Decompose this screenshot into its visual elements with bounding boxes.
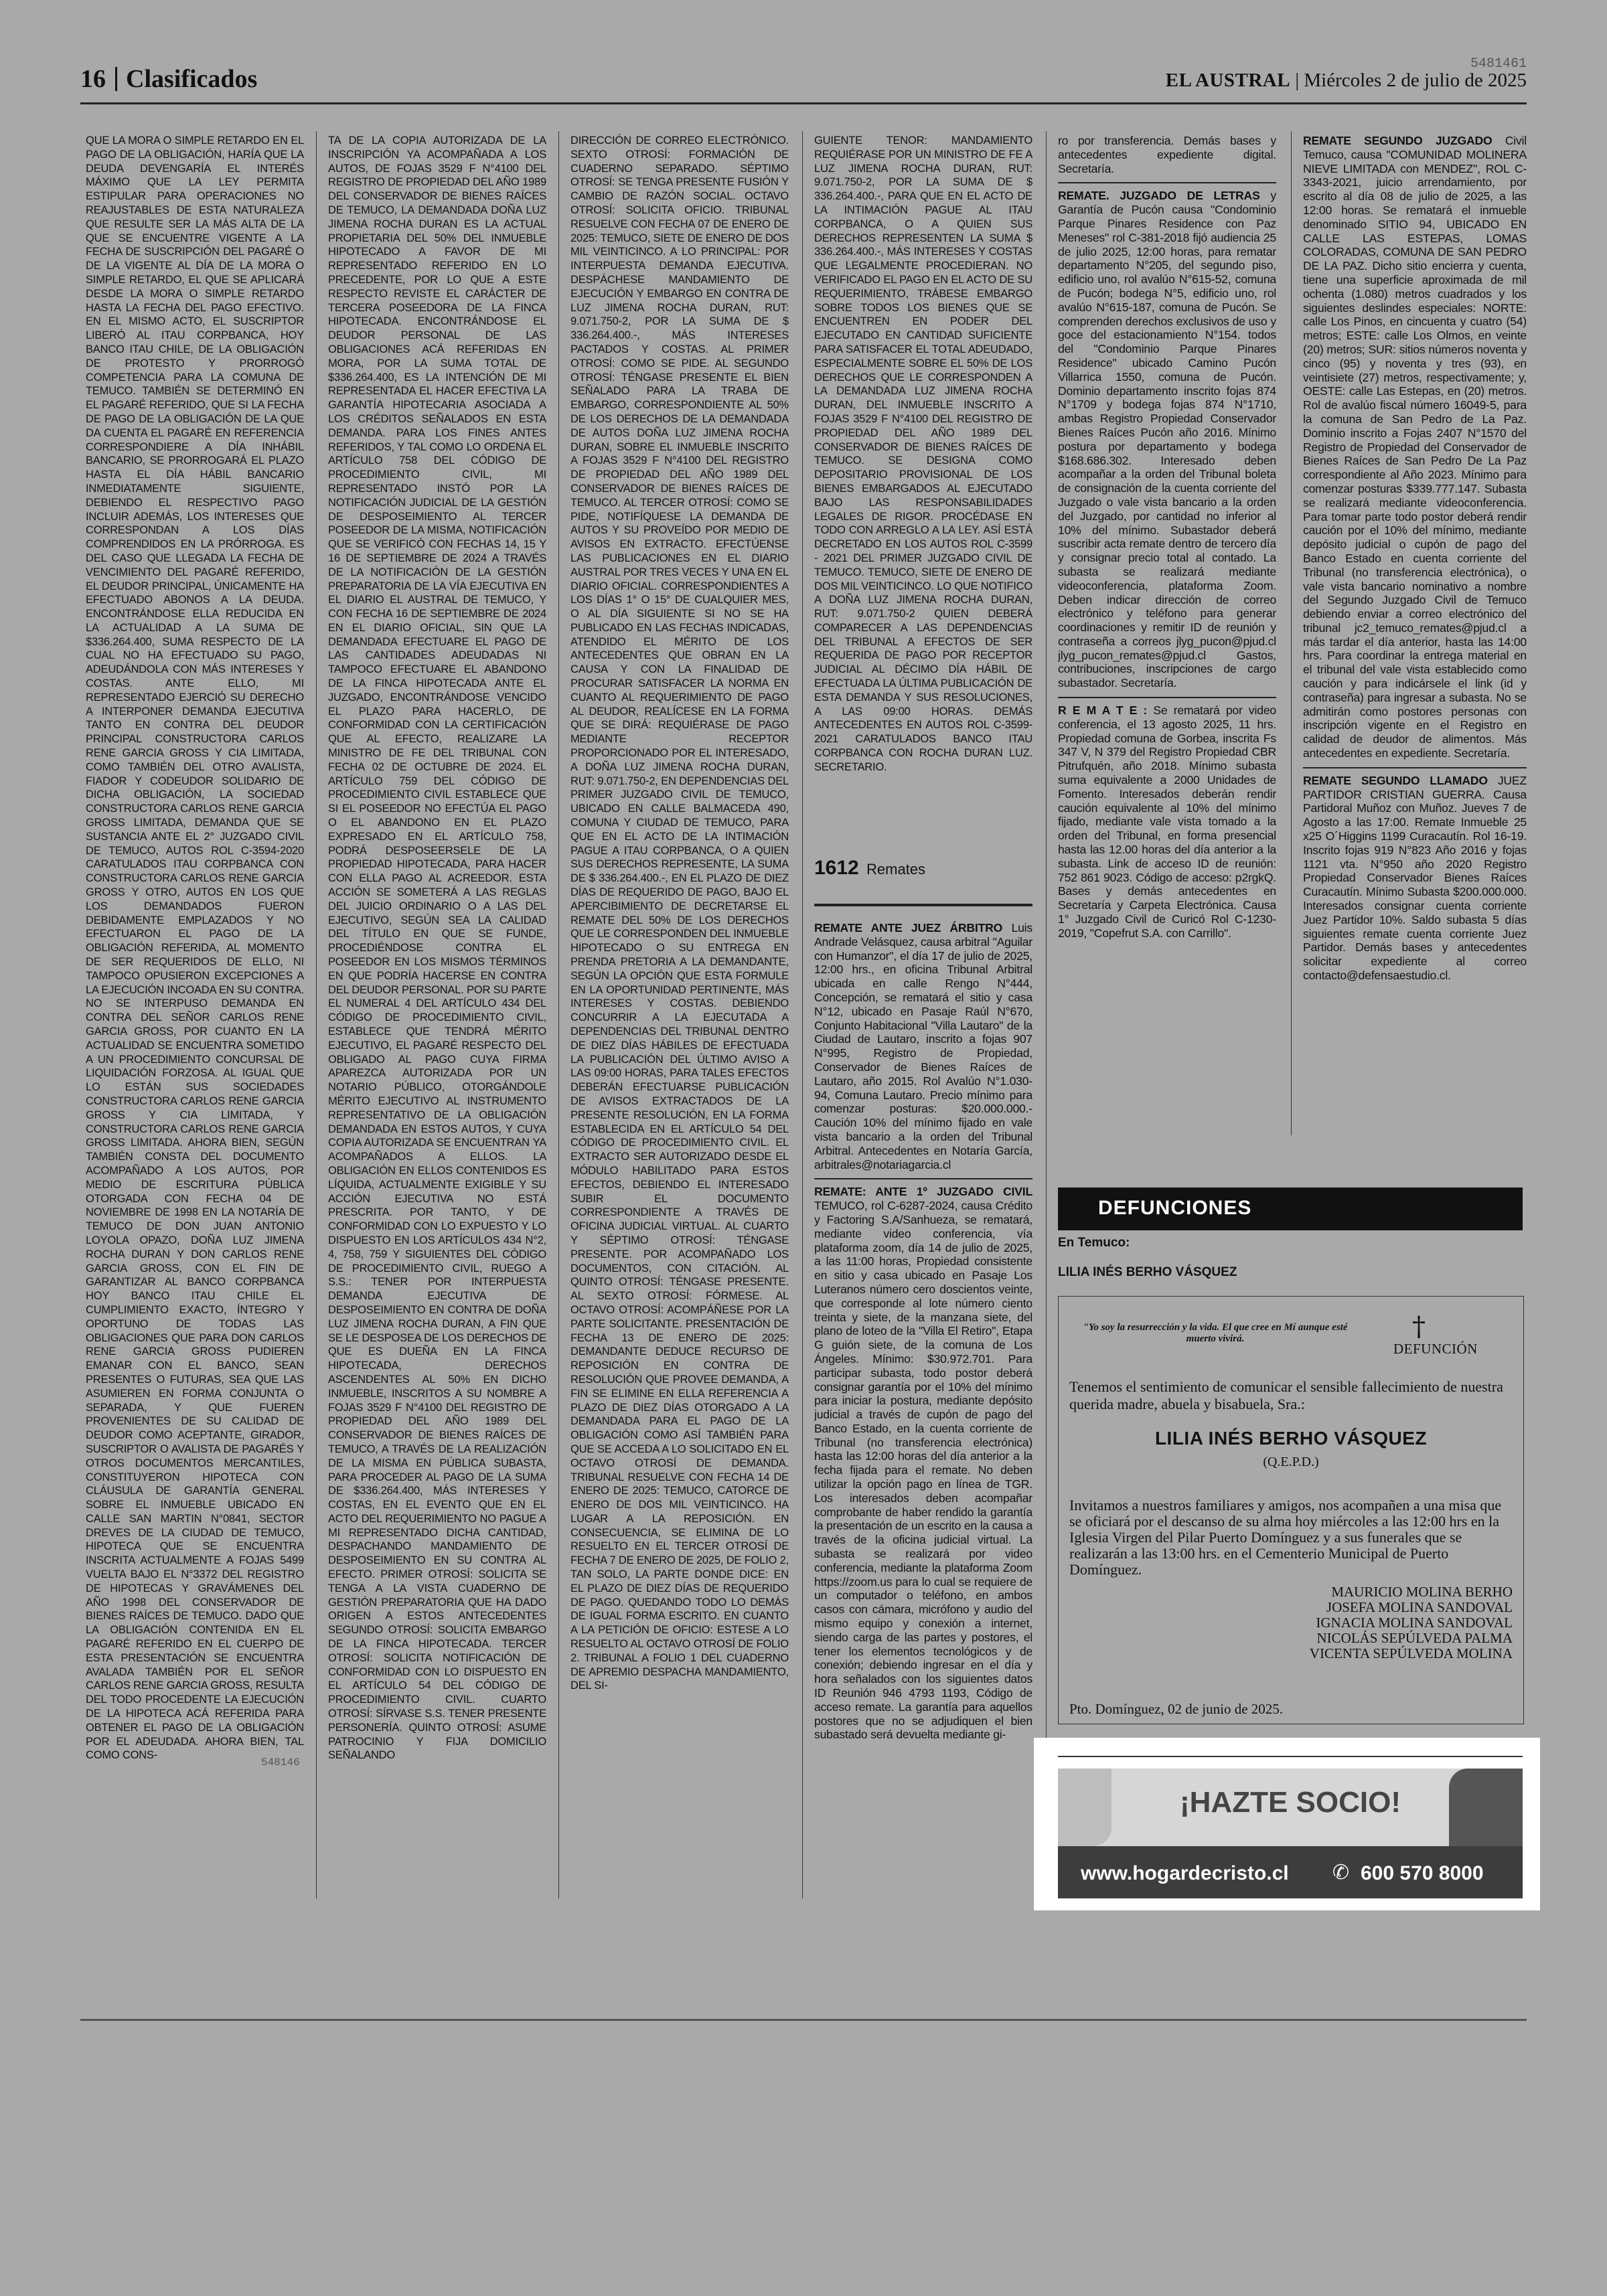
column-rule <box>558 131 559 1898</box>
obituary-name-listing: LILIA INÉS BERHO VÁSQUEZ <box>1058 1265 1237 1279</box>
classified-notice <box>1058 189 1276 690</box>
ad-phone-number[interactable]: 600 570 8000 <box>1361 1862 1484 1884</box>
legal-notice-column-1: QUE LA MORA O SIMPLE RETARDO EN EL PAGO DE LA OBLIGACIÓN, HARÍA QUE LA DEUDA DEVENGARÍA EL INTERÉS MÁXIMO QUE LA LEY PERMITA ESTIPULAR PARA OPERACIONES NO REAJUSTABLES DE ESTA NATURALEZA QUE RESULTE SER LA MÁS ALTA DE LA QUE SE ENCUENTRE VIGENTE A LA FECHA DE SUSCRIPCIÓN DEL PAGARÉ O DE LA VIGENTE AL DÍA DE LA MORA O SIMPLE RETARDO, EL QUE SE APLICARÁ DESDE LA MORA O SIMPLE RETARDO HASTA LA FECHA DEL PAGO EFECTIVO. EN EL MISMO ACTO, EL SUSCRIPTOR LIBERÓ AL ITAU CORPBANCA, HOY BANCO ITAU CHILE, DE LA OBLIGACIÓN DE PROTESTO Y PRORROGÓ COMPETENCIA PARA LA COMUNA DE TEMUCO. TAMBIÉN SE DETERMINÓ EN EL PAGARÉ REFERIDO, QUE SI LA FECHA DE PAGO DE LA OBLIGACIÓN DE LA QUE DA CUENTA EL PAGARÉ EN REFERENCIA CORRESPONDIERE A DÍA INHÁBIL BANCARIO, SE PRORROGARÁ EL PLAZO HASTA EL DÍA HÁBIL BANCARIO INMEDIATAMENTE SIGUIENTE, DEBIENDO EL RESPECTIVO PAGO INCLUIR ADEMÁS, LOS INTERESES QUE CORRESPONDAN A LOS DÍAS COMPRENDIDOS EN LA PRÓRROGA. ES DEL CASO QUE LLEGADA LA FECHA DE VENCIMIENTO DEL PAGARÉ REFERIDO, EL DEUDOR PRINCIPAL, ÚNICAMENTE HA EFECTUADO ABONOS A LA DEUDA. ENCONTRÁNDOSE ELLA REDUCIDA EN LA ACTUALIDAD A LA SUMA DE $336.264.400, SUMA RESPECTO DE LA CUAL NO HA EFECTUADO SU PAGO, ADEUDÁNDOLA CON MÁS INTERESES Y COSTAS. ANTE ELLO, MI REPRESENTADO EJERCIÓ SU DERECHO A INTERPONER DEMANDA EJECUTIVA TANTO EN CONTRA DEL DEUDOR PRINCIPAL CONSTRUCTORA CARLOS RENE GARCIA GROSS Y CIA LIMITADA, COMO TAMBIÉN DEL OTRO AVALISTA, FIADOR Y CODEUDOR SOLIDARIO DE DICHA OBLIGACIÓN, LA SOCIEDAD CONSTRUCTORA CARLOS RENE GARCIA GROSS LIMITADA, DEMANDA QUE SE SUSTANCIA ANTE EL 2° JUZGADO CIVIL DE TEMUCO, AUTOS ROL C-3594-2020 CARATULADOS ITAU CORPBANCA CON CONSTRUCTORA CARLOS RENE GARCIA GROSS Y OTRO, AUTOS EN LOS QUE LOS DEMANDADOS FUERON DEBIDAMENTE EMPLAZADOS Y NO EFECTUARON EL PAGO DE LA OBLIGACIÓN REFERIDA, AL MOMENTO DE SER REQUERIDOS DE ELLO, NI TAMPOCO OPUSIERON EXCEPCIONES A LA EJECUCIÓN INCOADA EN SU CONTRA. NO SE INTERPUSO DEMANDA EN CONTRA DEL SEÑOR CARLOS RENE GARCIA GROSS, POR CUANTO EN LA ACTUALIDAD SE ENCUENTRA SOMETIDO A UN PROCEDIMIENTO CONCURSAL DE LIQUIDACIÓN FORZOSA. AL IGUAL QUE LO ESTÁN SUS SOCIEDADES CONSTRUCTORA CARLOS RENE GARCIA GROSS Y CIA LIMITADA, Y CONSTRUCTORA CARLOS RENE GARCIA GROSS LIMITADA. AHORA BIEN, SEGÚN TAMBIÉN CONSTA DEL DOCUMENTO ACOMPAÑADO A LOS AUTOS, POR MEDIO DE ESCRITURA PÚBLICA OTORGADA CON FECHA 04 DE NOVIEMBRE DE 1998 EN LA NOTARÍA DE TEMUCO DE DON JUAN ANTONIO LOYOLA OPAZO, DOÑA LUZ JIMENA ROCHA DURAN Y DON CARLOS RENE GARCIA GROSS, CON EL FIN DE GARANTIZAR AL BANCO CORPBANCA HOY BANCO ITAU CHILE EL CUMPLIMIENTO EXACTO, ÍNTEGRO Y OPORTUNO DE TODAS LAS OBLIGACIONES QUE PARA DON CARLOS RENE GARCIA GROSS PUDIEREN EMANAR CON EL BANCO, SEAN PRESENTES O FUTURAS, SEA QUE LAS ASUMIEREN EN FORMA CONJUNTA O SEPARADA, Y QUE FUEREN PROVENIENTES DE SU CALIDAD DE DEUDOR COMO ACEPTANTE, GIRADOR, SUSCRIPTOR O AVALISTA DE PAGARÉS Y OTROS DOCUMENTOS MERCANTILES, CONSTITUYERON HIPOTECA CON CLÁUSULA DE GARANTÍA GENERAL SOBRE EL INMUEBLE UBICADO EN CALLE SAN MARTIN N°0841, SECTOR DREVES DE LA CIUDAD DE TEMUCO, HIPOTECA QUE SE ENCUENTRA INSCRITA ACTUALMENTE A FOJAS 5499 VUELTA BAJO EL N°3372 DEL REGISTRO DE HIPOTECAS Y GRAVÁMENES DEL AÑO 1998 DEL CONSERVADOR DE BIENES RAÍCES DE TEMUCO. DADO QUE LA OBLIGACIÓN CONTENIDA EN EL PAGARÉ REFERIDO EN EL CUERPO DE ESTA PRESENTACIÓN SE ENCUENTRA AVALADA TAMBIÉN POR EL SEÑOR CARLOS RENE GARCIA GROSS, RESULTA DEL TODO PROCEDENTE LA EJECUCIÓN DE LA HIPOTECA ACÁ REFERIDA PARA OBTENER EL PAGO DE LA OBLIGACIÓN POR EL ADEUDADA. AHORA BIEN, TAL COMO CONS- <box>86 135 304 1762</box>
legal-notice-column-4: GUIENTE TENOR: MANDAMIENTO REQUIÉRASE POR UN MINISTRO DE FE A LUZ JIMENA ROCHA DURAN, RUT: 9.071.750-2, POR LA SUMA DE $ 336.264.400.-, PARA QUE EN EL ACTO DE LA INTIMACIÓN PAGUE AL ITAU CORPBANCA, O A QUIEN SUS DERECHOS REPRESENTEN LA SUMA $ 336.264.400.-, MÁS INTERESES Y COSTAS QUE LEGALMENTE PROCEDIERAN. NO VERIFICADO EL PAGO EN EL ACTO DE SU REQUERIMIENTO, TRÁBESE EMBARGO SOBRE TODOS LOS BIENES QUE SE ENCUENTREN EN PODER DEL EJECUTADO EN CANTIDAD SUFICIENTE PARA SATISFACER EL TOTAL ADEUDADO, ESPECIALMENTE SOBRE EL 50% DE LOS DERECHOS QUE LE CORRESPONDEN A LA DEMANDADA LUZ JIMENA ROCHA DURAN, DEL INMUEBLE INSCRITO A FOJAS 3529 F N°4100 DEL REGISTRO DE PROPIEDAD DEL AÑO 1989 DEL CONSERVADOR DE BIENES RAÍCES DE TEMUCO. SE DESIGNA COMO DEPOSITARIO PROVISIONAL DE LOS BIENES EMBARGADOS AL EJECUTADO BAJO LAS RESPONSABILIDADES LEGALES DE RIGOR. PROCÉDASE EN TODO CON ARREGLO A LA LEY. ASÍ ESTÁ DECRETADO EN LOS AUTOS ROL C-3599 - 2021 DEL PRIMER JUZGADO CIVIL DE TEMUCO. TEMUCO, SIETE DE ENERO DE DOS MIL VEINTICINCO. LO QUE NOTIFICO A DOÑA LUZ JIMENA ROCHA DURAN, RUT: 9.071.750-2 QUIEN DEBERÁ COMPARECER A LAS DEPENDENCIAS DEL TRIBUNAL A EFECTOS DE SER REQUERIDA DE PAGO POR RECEPTOR JUDICIAL AL DÉCIMO DÍA HÁBIL DE EFECTUADA LA ÚLTIMA PUBLICACIÓN DE ESTA DEMANDA Y SUS RESOLUCIONES, A LAS 09:00 HORAS. DEMÁS ANTECEDENTES EN AUTOS ROL C-3599-2021 CARATULADOS BANCO ITAU CORPBANCA CON ROCHA DURAN LUZ. SECRETARIO. <box>814 135 1032 773</box>
family-member: JOSEFA MOLINA SANDOVAL <box>1326 1599 1513 1615</box>
notice-heading: REMATE SEGUNDO JUZGADO <box>1303 134 1493 147</box>
obituary-notice <box>1058 1296 1524 1724</box>
notice-body: Luis Andrade Velásquez, causa arbitral "Aguilar con Humanzor", el día 17 de julio de 2025, 12:00 hrs., en oficina Tribunal Arbitral ubicada en calle Rengo N°444, Concepción, se rematará el sitio y casa N°12, ubicado en Pasaje Raúl N°670, Conjunto Habitacional "Villa Lautaro" de la Ciudad de Lautaro, inscrito a fojas 907 N°995, Registro de Propiedad, Conservador de Bienes Raíces de Lautaro, año 2015. Rol Avalúo N°1.030-94, Comuna Lautaro. Precio mínimo para comenzar posturas: $20.000.000.- Caución 10% del mínimo fijado en vale vista bancario a la orden del Tribunal Arbitral. Antecedentes en Notaría García, arbitrales@notariagarcia.cl <box>814 921 1032 1171</box>
remates-column-6 <box>1303 134 1527 1178</box>
obituary-lead: Tenemos el sentimiento de comunicar el sensible fallecimiento de nuestra querida madre, abuela y bisabuela, Sra.: <box>1069 1378 1503 1412</box>
column-rule <box>802 131 803 1898</box>
qepd-label: (Q.E.P.D.) <box>1263 1455 1319 1469</box>
obituary-quote: "Yo soy la resurrección y la vida. El que cree en Mí aunque esté muerto vivirá. <box>1083 1322 1348 1344</box>
section-number: 1612 <box>814 857 859 879</box>
column-rule <box>1046 131 1047 1898</box>
notice-heading: REMATE ANTE JUEZ ÁRBITRO <box>814 921 1003 934</box>
newspaper-name: EL AUSTRAL <box>1165 70 1291 91</box>
ad-website-link[interactable]: www.hogardecristo.cl <box>1081 1862 1289 1884</box>
classified-notice <box>1058 134 1276 175</box>
header-date: EL AUSTRAL | Miércoles 2 de julio de 2025 <box>1165 70 1527 91</box>
remates-column-5 <box>1058 134 1276 1165</box>
notice-body: Se rematará por video conferencia, el 13 agosto 2025, 11 hrs. Propiedad comuna de Gorbea, inscrita Fs 347 V, N 379 del Registro Propiedad CBR Pitrufquén, año 2018. Mínimo subasta suma equivalente a 2000 Unidades de Fomento. Interesados deberán rendir caución equivalente al 10% del mínimo fijado, mediante vale vista tomado a la orden del Tribunal, en forma presencial hasta las 12.00 horas del día anterior a la subasta. Link de acceso ID de reunión: 752 861 9023. Código de acceso: p2rgkQ. Bases y demás antecedentes en Secretaría y Carpeta Electrónica. Causa 1° Juzgado Civil de Curicó Rol C-1230-2019, "Copefrut S.A. con Carrillo". <box>1058 704 1276 940</box>
classified-notice <box>1303 134 1527 760</box>
section-rule <box>814 904 1032 906</box>
notice-divider <box>1058 697 1276 698</box>
classified-notice <box>814 1185 1032 1742</box>
notice-heading: REMATE SEGUNDO LLAMADO <box>1303 773 1488 787</box>
notice-body: Civil Temuco, causa "COMUNIDAD MOLINERA NIEVE LIMITADA con MENDEZ", ROL C-3343-2021, juicio arrendamiento, por escrito al día 08 de julio de 2025, a las 12:00 horas. Se rematará el inmueble denominado SITIO 94, UBICADO EN CALLE LAS ESTEPAS, LOMAS COLORADAS, COMUNA DE SAN PEDRO DE LA PAZ. Dicho sitio encierra y cuenta, tiene una superficie aproximada de mil ochenta (1.080) metros cuadrados y los siguientes deslindes especiales: NORTE: calle Los Pinos, en cincuenta y cuatro (54) metros; ESTE: calle Los Olmos, en veinte (20) metros; SUR: sitios números noventa y cinco (95) y noventa y tres (93), en veintisiete (27) metros, respectivamente; y, OESTE: calle Las Estepas, en (20) metros. Rol de avalúo fiscal número 16049-5, para la comuna de San Pedro de La Paz. Dominio inscrito a Fojas 2407 N°1570 del Registro de Propiedad del Conservador de Bienes Raíces de San Pedro De La Paz correspondiente al Año 2023. Mínimo para comenzar posturas $339.777.147. Subasta se realizará mediante videoconferencia. Para tomar parte todo postor deberá rendir caución por el 10% del mínimo, mediante depósito judicial o cupón de pago del Banco Estado en cuenta corriente del Tribunal (no transferencia electrónica), o vale vista bancario nominativo a nombre del Segundo Juzgado Civil de Temuco debiendo enviar a correo electrónico del tribunal jc2_temuco_remates@pjud.cl a más tardar el día anterior, hasta las 14:00 hrs. Para coordinar la entrega material en el tribunal del vale vista establecido como caución y para indicársele el link (id y contraseña) para ingresar a subasta. No se admitirán como postores personas con inscripción vigente en el Registro en calidad de deudor de alimentos. Más antecedentes en expediente. Secretaría. <box>1303 134 1527 760</box>
cross-icon: † <box>1412 1311 1426 1342</box>
defunciones-banner <box>1058 1187 1523 1230</box>
header-rule <box>80 102 1527 104</box>
classified-notice <box>1303 774 1527 983</box>
header-divider <box>115 67 117 91</box>
print-stamp: 548146 <box>261 1756 300 1769</box>
family-member: NICOLÁS SEPÚLVEDA PALMA <box>1316 1630 1513 1646</box>
phone-icon: ✆ <box>1332 1862 1350 1884</box>
ad-rule <box>1058 1756 1523 1757</box>
remates-column-4 <box>814 921 1032 1898</box>
legal-notice-column-2: TA DE LA COPIA AUTORIZADA DE LA INSCRIPCIÓN YA ACOMPAÑADA A LOS AUTOS, DE FOJAS 3529 F N°4100 DEL REGISTRO DE PROPIEDAD DEL AÑO 1989 DEL CONSERVADOR DE BIENES RAÍCES DE TEMUCO, LA DEMANDADA DOÑA LUZ JIMENA ROCHA DURAN ES LA ACTUAL PROPIETARIA DEL 50% DEL INMUEBLE HIPOTECADO A FAVOR DE MI REPRESENTADO REFERIDO EN LO PRECEDENTE, POR LO QUE A ESTE RESPECTO REVISTE EL CARÁCTER DE TERCERA POSEEDORA DE LA FINCA HIPOTECADA. ENCONTRÁNDOSE EL DEUDOR PERSONAL DE LAS OBLIGACIONES ACÁ REFERIDAS EN MORA, POR LA SUMA TOTAL DE $336.264.400, ES LA INTENCIÓN DE MI REPRESENTADA EL HACER EFECTIVA LA GARANTÍA HIPOTECARIA ASOCIADA A LOS CRÉDITOS SEÑALADOS EN ESTA DEMANDA. PARA LOS FINES ANTES REFERIDOS, Y TAL COMO LO ORDENA EL ARTÍCULO 758 DEL CÓDIGO DE PROCEDIMIENTO CIVIL, MI REPRESENTADO INSTÓ POR LA NOTIFICACIÓN JUDICIAL DE LA GESTIÓN DE DESPOSEIMIENTO AL TERCER POSEEDOR DE LA MISMA, NOTIFICACIÓN QUE SE VERIFICÓ CON FECHAS 14, 15 Y 16 DE SEPTIEMBRE DE 2024 A TRAVÉS DE LA NOTIFICACIÓN DE LA GESTIÓN PREPARATORIA DE LA VÍA EJECUTIVA EN EL DIARIO EL AUSTRAL DE TEMUCO, Y CON FECHA 16 DE SEPTIEMBRE DE 2024 EN EL DIARIO OFICIAL, SIN QUE LA DEMANDADA EFECTUARE EL PAGO DE LAS CANTIDADES ADEUDADAS NI TAMPOCO EFECTUARE EL ABANDONO DE LA FINCA HIPOTECADA ANTE EL JUZGADO, ENCONTRÁNDOSE VENCIDO EL PLAZO PARA HACERLO, DE CONFORMIDAD CON LA CERTIFICACIÓN QUE AL EFECTO, REALIZARE LA MINISTRO DE FE DEL TRIBUNAL CON FECHA 02 DE OCTUBRE DE 2024. EL ARTÍCULO 759 DEL CÓDIGO DE PROCEDIMIENTO CIVIL ESTABLECE QUE SI EL POSEEDOR NO EFECTÚA EL PAGO O EL ABANDONO EN EL PLAZO EXPRESADO EN EL ARTÍCULO 758, PODRÁ DESPOSEERSELE DE LA PROPIEDAD HIPOTECADA, PARA HACER CON ELLA PAGO AL ACREEDOR. ESTA ACCIÓN SE SOMETERÁ A LAS REGLAS DEL JUICIO ORDINARIO O A LAS DEL EJECUTIVO, SEGÚN SEA LA CALIDAD DEL TÍTULO EN QUE SE FUNDE, PROCEDIÉNDOSE CONTRA EL POSEEDOR EN LOS MISMOS TÉRMINOS EN QUE PODRÍA HACERSE EN CONTRA DEL DEUDOR PERSONAL. POR SU PARTE EL NUMERAL 4 DEL ARTÍCULO 434 DEL CÓDIGO DE PROCEDIMIENTO CIVIL, ESTABLECE QUE TENDRÁ MÉRITO EJECUTIVO, EL PAGARÉ RESPECTO DEL OBLIGADO AL PAGO CUYA FIRMA APAREZCA AUTORIZADA POR UN NOTARIO PÚBLICO, OTORGÁNDOLE MÉRITO EJECUTIVO AL INSTRUMENTO REPRESENTATIVO DE LA OBLIGACIÓN DEMANDADA EN ESTOS AUTOS, Y CUYA COPIA AUTORIZADA SE ENCUENTRAN YA ACOMPAÑADOS A ELLOS. LA OBLIGACIÓN EN ELLOS CONTENIDOS ES LÍQUIDA, ACTUALMENTE EXIGIBLE Y SU ACCIÓN EJECUTIVA NO ESTÁ PRESCRITA. POR TANTO, Y DE CONFORMIDAD CON LO EXPUESTO Y LO DISPUESTO EN LOS ARTÍCULOS 434 N°2, 4, 758, 759 Y SIGUIENTES DEL CÓDIGO DE PROCEDIMIENTO CIVIL, RUEGO A S.S.: TENER POR INTERPUESTA DEMANDA EJECUTIVA DE DESPOSEIMIENTO EN CONTRA DE DOÑA LUZ JIMENA ROCHA DURAN, A FIN QUE SE LE DESPOSEA DE LOS DERECHOS DE QUE ES DUEÑA EN LA FINCA HIPOTECADA, DERECHOS ASCENDENTES AL 50% EN DICHO INMUEBLE, INSCRITOS A SU NOMBRE A FOJAS 3529 F N°4100 DEL REGISTRO DE PROPIEDAD DEL AÑO 1989 DEL CONSERVADOR DE BIENES RAÍCES DE TEMUCO, A TRAVÉS DE LA REALIZACIÓN DE LA MISMA EN PÚBLICA SUBASTA, PARA PROCEDER AL PAGO DE LA SUMA DE $336.264.400, MÁS INTERESES Y COSTAS, EN EL EVENTO QUE EN EL ACTO DEL REQUERIMIENTO NO PAGUE A MI REPRESENTADO DICHA CANTIDAD, DESPACHANDO MANDAMIENTO DE DESPOSEIMIENTO EN SU CONTRA AL EFECTO. PRIMER OTROSÍ: SOLICITA SE TENGA A LA VISTA CUADERNO DE GESTIÓN PREPARATORIA QUE HA DADO ORIGEN A ESTOS ANTECEDENTES SEGUNDO OTROSÍ: SOLICITA EMBARGO DE LA FINCA HIPOTECADA. TERCER OTROSÍ: SOLICITA NOTIFICACIÓN DE CONFORMIDAD CON LO DISPUESTO EN EL ARTÍCULO 54 DEL CÓDIGO DE PROCEDIMIENTO CIVIL. CUARTO OTROSÍ: SÍRVASE S.S. TENER PRESENTE PERSONERÍA. QUINTO OTROSÍ: ASUME PATROCINIO Y FIJA DOMICILIO SEÑALANDO <box>328 135 546 1762</box>
column-rule <box>316 131 317 1898</box>
edition-code: 5481461 <box>1470 56 1527 72</box>
notice-body: y Garantía de Pucón causa "Condominio Parque Pinares Residence con Paz Meneses" rol C-381-2018 fijó audiencia 25 de julio 2025, 12:00 horas, para rematar departamento N°205, del segundo piso, edificio uno, rol avalúo N°615-52, comuna de Pucón; bodega N°5, edificio uno, rol avalúo N°615-187, comuna de Pucón. Se comprenden derechos exclusivos de uso y goce del estacionamiento N°154. todos del "Condominio Parque Pinares Residence" ubicado Camino Pucón Villarrica 1550, comuna de Pucón. Dominio departamento inscrito fojas 874 N°1709 y bodega fojas 874 N°1710, ambas Registro Propiedad Conservador Bienes Raíces Pucón año 2016. Mínimo postura por departamento y bodega $168.686.302. Interesado deben acompañar a la orden del Tribunal boleta de consignación de la cuenta corriente del Juzgado o vale vista bancario a la orden del Juzgado, por cantidad no inferior al 10% del mínimo. Subastador deberá suscribir acta remate dentro de tercero día y consignar precio total al contado. La subasta se realizará mediante videoconferencia, plataforma Zoom. Deben indicar dirección de correo electrónico y teléfono para generar coordinaciones y remitir ID de reunión y contraseña a correos jlyg_pucon@pjud.cl jlyg_pucon_remates@pjud.cl Gastos, contribuciones, inscripciones de cargo subastador. Secretaría. <box>1058 189 1276 690</box>
funeral-invitation: Invitamos a nuestros familiares y amigos, nos acompañen a una misa que se oficiará por el descanso de su alma hoy miércoles a las 12:00 hrs en la Iglesia Virgen del Pilar Puerto Domínguez y a sus funerales que se realizarán a las 13:00 hrs. en el Cementerio Municipal de Puerto Domínguez. <box>1069 1497 1502 1578</box>
family-member: VICENTA SEPÚLVEDA MOLINA <box>1309 1645 1513 1661</box>
classified-notice <box>814 921 1032 1171</box>
classified-notice <box>1058 704 1276 940</box>
publication-date: Miércoles 2 de julio de 2025 <box>1304 70 1527 91</box>
remates-section-header <box>814 857 1032 884</box>
notice-heading: REMATE. JUZGADO DE LETRAS <box>1058 189 1260 203</box>
family-signatures <box>1310 1584 1513 1661</box>
deceased-name: LILIA INÉS BERHO VÁSQUEZ <box>1154 1428 1428 1449</box>
obituary-place-date: Pto. Domínguez, 02 de junio de 2025. <box>1069 1701 1284 1717</box>
notice-body: ro por transferencia. Demás bases y antecedentes expediente digital. Secretaría. <box>1058 134 1276 175</box>
notice-body: JUEZ PARTIDOR CRISTIAN GUERRA. Causa Partidoral Muñoz con Muñoz. Jueves 7 de Agosto a las 17:00. Remate Inmueble 25 x25 O´Higgins 1199 Curacautín. Rol 16-19. Inscrito fojas 919 N°823 Año 2016 y fojas 1121 vta. N°950 año 2020 Registro Propiedad Conservador Bienes Raíces Curacautín. Mínimo Subasta $200.000.000. Interesados consignar cuenta corriente Juez Partidor 10%. Saldo subasta 5 días siguientes remate cuenta corriente Juez Partidor. Demás bases y antecedentes solicitar expediente al correo contacto@defensaestudio.cl. <box>1303 773 1527 983</box>
column-rule <box>1291 131 1292 1135</box>
footer-rule <box>80 2019 1527 2021</box>
family-member: MAURICIO MOLINA BERHO <box>1331 1584 1513 1600</box>
family-member: IGNACIA MOLINA SANDOVAL <box>1316 1615 1513 1631</box>
page-number: 16 <box>80 65 106 93</box>
notice-divider <box>1058 182 1276 183</box>
hogar-de-cristo-ad[interactable] <box>1058 1769 1523 1898</box>
legal-notice-column-3: DIRECCIÓN DE CORREO ELECTRÓNICO. SEXTO OTROSÍ: FORMACIÓN DE CUADERNO SEPARADO. SÉPTIMO OTROSÍ: SE TENGA PRESENTE FUSIÓN Y CAMBIO DE RAZÓN SOCIAL. OCTAVO OTROSÍ: SOLICITA OFICIO. TRIBUNAL RESUELVE CON FECHA 07 DE ENERO DE 2025: TEMUCO, SIETE DE ENERO DE DOS MIL VEINTICINCO. A LO PRINCIPAL: POR INTERPUESTA DEMANDA EJECUTIVA. DESPÁCHESE MANDAMIENTO DE EJECUCIÓN Y EMBARGO EN CONTRA DE LUZ JIMENA ROCHA DURAN, RUT: 9.071.750-2, POR LA SUMA DE $ 336.264.400.-, MÁS INTERESES PACTADOS Y COSTAS. AL PRIMER OTROSÍ: COMO SE PIDE. AL SEGUNDO OTROSÍ: TÉNGASE PRESENTE EL BIEN SEÑALADO PARA LA TRABA DE EMBARGO, CORRESPONDIENTE AL 50% DE LOS DERECHOS DE LA DEMANDADA DE AUTOS DOÑA LUZ JIMENA ROCHA DURAN, SOBRE EL INMUEBLE INSCRITO A FOJAS 3529 F N°4100 DEL REGISTRO DE PROPIEDAD DEL AÑO 1989 DEL CONSERVADOR DE BIENES RAÍCES DE TEMUCO. AL TERCER OTROSÍ: COMO SE PIDE, NOTIFÍQUESE LA DEMANDA DE AUTOS Y SU PROVEÍDO POR MEDIO DE AVISOS EN EXTRACTO. EFECTÚENSE LAS PUBLICACIONES EN EL DIARIO AUSTRAL POR TRES VECES Y UNA EN EL DIARIO OFICIAL. CORRESPONDIENTES A LOS DÍAS 1° O 15° DE CUALQUIER MES, O AL DÍA SIGUIENTE SI NO SE HA PUBLICADO EN LAS FECHAS INDICADAS, ATENDIDO EL MÉRITO DE LOS ANTECEDENTES QUE OBRAN EN LA CAUSA Y CON LA FINALIDAD DE PROCURAR SATISFACER LA NORMA EN CUANTO AL REQUERIMIENTO DE PAGO AL DEUDOR, REALÍCESE EN LA FORMA QUE SE DIRÁ: REQUIÉRASE DE PAGO MEDIANTE RECEPTOR PROPORCIONADO POR EL INTERESADO, A DOÑA LUZ JIMENA ROCHA DURAN, RUT: 9.071.750-2, EN DEPENDENCIAS DEL PRIMER JUZGADO CIVIL DE TEMUCO, UBICADO EN CALLE BALMACEDA 490, COMUNA Y CIUDAD DE TEMUCO, PARA QUE EN EL ACTO DE LA INTIMACIÓN PAGUE A ITAU CORPBANCA, O A QUIEN SUS DERECHOS REPRESENTE, LA SUMA DE $ 336.264.400.-, EN EL PLAZO DE DIEZ DÍAS DE REQUERIDO DE PAGO, BAJO EL APERCIBIMIENTO DE DECRETARSE EL REMATE DEL 50% DE LOS DERECHOS QUE LE CORRESPONDEN DEL INMUEBLE HIPOTECADO O SU ENTREGA EN PRENDA PRETORIA A LA DEMANDANTE, SEGÚN LA OPCIÓN QUE ESTA FORMULE EN LA OPORTUNIDAD PERTINENTE, MÁS INTERESES Y COSTAS. DEBIENDO CONCURRIR A LA EJECUTADA A DEPENDENCIAS DEL TRIBUNAL DENTRO DE DIEZ DÍAS HÁBILES DE EFECTUADA LA PUBLICACIÓN DEL ÚLTIMO AVISO A LAS 09:00 HORAS, PARA TALES EFECTOS DEBERÁN EFECTUARSE PUBLICACIÓN DE AVISOS EXTRACTADOS DE LA PRESENTE RESOLUCIÓN, EN LA FORMA ESTABLECIDA EN EL ARTÍCULO 54 DEL CÓDIGO DE PROCEDIMIENTO CIVIL. EL EXTRACTO SER AUTORIZADO DESDE EL MÓDULO HABILITADO PARA ESTOS EFECTOS, DEBIENDO EL INTERESADO SUBIR EL DOCUMENTO CORRESPONDIENTE A TRAVÉS DE OFICINA JUDICIAL VIRTUAL. AL CUARTO Y SÉPTIMO OTROSÍ: TÉNGASE PRESENTE. POR ACOMPAÑADO LOS DOCUMENTOS, CON CITACIÓN. AL QUINTO OTROSÍ: TÉNGASE PRESENTE. AL SEXTO OTROSÍ: FÓRMESE. AL OCTAVO OTROSÍ: ACOMPÁÑESE POR LA PARTE SOLICITANTE. PRESENTACIÓN DE FECHA 13 DE ENERO DE 2025: DEMANDANTE DEDUCE RECURSO DE REPOSICIÓN EN CONTRA DE RESOLUCIÓN QUE PROVEE DEMANDA, A FIN SE ELIMINE EN ELLA REFERENCIA A PLAZO DE DIEZ DÍAS OTORGADO A LA DEMANDADA PARA EL PAGO DE LA OBLIGACIÓN COMO ASÍ TAMBIÉN PARA QUE SE ACCEDA A LO SOLICITADO EN EL OCTAVO OTROSÍ DE DEMANDA. TRIBUNAL RESUELVE CON FECHA 14 DE ENERO DE 2025: TEMUCO, CATORCE DE ENERO DE DOS MIL VEINTICINCO. HA LUGAR A LA REPOSICIÓN. EN CONSECUENCIA, SE ELIMINA DE LO RESUELTO EN EL TERCER OTROSÍ DE FECHA 7 DE ENERO DE 2025, DE FOLIO 2, TAN SOLO, LA PARTE DONDE DICE: EN EL PLAZO DE DIEZ DÍAS DE REQUERIDO DE PAGO. QUEDANDO TODO LO DEMÁS DE IGUAL FORMA ESCRITO. EN CUANTO A LA PETICIÓN DE OFICIO: ESTESE A LO RESUELTO AL OCTAVO OTROSÍ DE FOLIO 2. TRIBUNAL A FOLIO 1 DEL CUADERNO DE APREMIO DESPACHA MANDAMIENTO, DEL SI- <box>570 135 789 1692</box>
obituary-city: En Temuco: <box>1058 1236 1130 1250</box>
page-header <box>80 56 1527 98</box>
defunciones-title: DEFUNCIONES <box>1098 1197 1252 1219</box>
obituary-heading: DEFUNCIÓN <box>1393 1341 1478 1357</box>
notice-heading: R E M A T E : <box>1058 704 1148 718</box>
section-label: Remates <box>866 861 926 878</box>
section-title: Clasificados <box>126 65 258 93</box>
notice-divider <box>1303 767 1527 768</box>
notice-divider <box>814 1178 1032 1179</box>
notice-heading: REMATE: ANTE 1º JUZGADO CIVIL <box>814 1185 1032 1199</box>
notice-body: TEMUCO, rol C-6287-2024, causa Crédito y Factoring S.A/Sanhueza, se rematará, mediante video conferencia, vía plataforma zoom, día 14 de julio de 2025, a las 11:00 horas, Propiedad consistente en sitio y casa ubicado en Pasaje Los Luteranos número cero doscientos veinte, que corresponde al lote número ciento treinta y siete, de la manzana siete, del plano de loteo de la "Villa El Retiro", Etapa G guión siete, de la comuna de Los Ángeles. Mínimo: $30.972.701. Para participar subasta, todo postor deberá consignar garantía por el 10% del mínimo para iniciar la postura, mediante depósito judicial a través de cupón de pago del Banco Estado, en la cuenta corriente de Tribunal (no transferencia electrónica) hasta las 12:00 horas del día anterior a la fecha fijada para el remate. No deben utilizar la opción pago en línea de TGR. Los interesados deben acompañar comprobante de haber rendido la garantía la presentación de un escrito en la causa a través de la oficina judicial virtual. La subasta se realizará por video conferencia, mediante la plataforma Zoom https://zoom.us para lo cual se requiere de un computador o teléfono, en ambos casos con cámara, micrófono y audio del mismo equipo y conexión a internet, siendo carga de las partes y postores, el tener los elementos tecnológicos y de conexión; debiendo ingresar en el día y hora señalados con los siguientes datos ID Reunión 946 4793 1193, Código de acceso remate. La garantía para aquellos postores que no se adjudiquen el bien subastado será devuelta mediante gi- <box>814 1199 1032 1742</box>
ad-slogan: ¡HAZTE SOCIO! <box>1180 1786 1401 1819</box>
